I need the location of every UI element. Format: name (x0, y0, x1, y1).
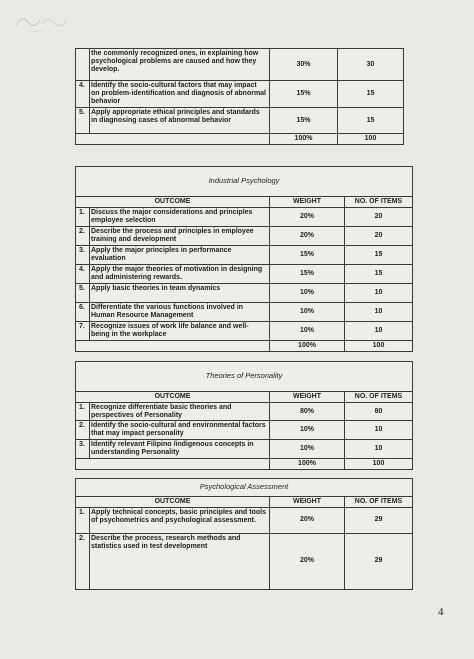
outcome-cell: Apply technical concepts, basic principles and tools of psychometrics and psychological assessment. (90, 507, 270, 533)
outcome-cell: Identify the socio-cultural factors that may impact on problem-identification and diagnosis of abnormal behavior (90, 81, 270, 108)
table-row (76, 283, 413, 302)
items-cell: 10 (345, 283, 413, 302)
weight-cell: 15% (270, 264, 345, 283)
weight-cell: 80% (270, 402, 345, 421)
items-cell: 20 (345, 207, 413, 226)
outcome-cell: Apply the major theories of motivation in designing and administering rewards. (90, 264, 270, 283)
items-cell: 29 (345, 507, 413, 533)
item-number: 1. (76, 207, 90, 226)
table-row (76, 108, 404, 134)
table-row (76, 302, 413, 321)
table-title-row (76, 362, 413, 392)
table-row (76, 421, 413, 440)
items-cell: 10 (345, 421, 413, 440)
weight-cell: 20% (270, 507, 345, 533)
table-row (76, 226, 413, 245)
item-number: 1. (76, 402, 90, 421)
items-header: NO. OF ITEMS (345, 497, 413, 508)
outcome-cell: Apply the major principles in performance evaluation (90, 245, 270, 264)
items-header: NO. OF ITEMS (345, 197, 413, 208)
outcome-cell: Differentiate the various functions involved in Human Resource Management (90, 302, 270, 321)
table-row (76, 245, 413, 264)
item-number: 3. (76, 440, 90, 459)
outcome-cell: Identify the socio-cultural and environmental factors that may impact personality (90, 421, 270, 440)
total-label-cell (76, 134, 270, 145)
table-title-row (76, 479, 413, 497)
item-number: 6. (76, 302, 90, 321)
scan-artifact (14, 8, 69, 34)
table-row (76, 264, 413, 283)
items-cell: 15 (338, 108, 404, 134)
total-label-cell (76, 340, 270, 351)
table-row (76, 440, 413, 459)
weight-cell: 15% (270, 108, 338, 134)
items-cell: 20 (345, 226, 413, 245)
item-number: 4. (76, 81, 90, 108)
item-number: 4. (76, 264, 90, 283)
table-title-row (76, 167, 413, 197)
outcome-cell: Describe the process and principles in employee training and development (90, 226, 270, 245)
items-header: NO. OF ITEMS (345, 392, 413, 403)
items-cell: 30 (338, 49, 404, 81)
outcome-header: OUTCOME (76, 392, 270, 403)
outcome-cell: Apply appropriate ethical principles and standards in diagnosing cases of abnormal behavior (90, 108, 270, 134)
total-weight: 100% (270, 340, 345, 351)
table-row (76, 49, 404, 81)
item-number (76, 49, 90, 81)
weight-cell: 10% (270, 302, 345, 321)
total-weight: 100% (270, 458, 345, 469)
total-items: 100 (338, 134, 404, 145)
total-weight: 100% (270, 134, 338, 145)
theories-of-personality-table (75, 361, 413, 470)
page-number: 4 (438, 606, 444, 618)
table-row (76, 402, 413, 421)
table-row (76, 321, 413, 340)
item-number: 1. (76, 507, 90, 533)
table-row (76, 507, 413, 533)
item-number: 7. (76, 321, 90, 340)
total-row (76, 340, 413, 351)
weight-header: WEIGHT (270, 197, 345, 208)
outcome-cell: Describe the process, research methods and statistics used in test development (90, 533, 270, 589)
item-number: 5. (76, 108, 90, 134)
weight-cell: 20% (270, 226, 345, 245)
weight-cell: 15% (270, 81, 338, 108)
table-title: Industrial Psychology (76, 167, 413, 197)
items-cell: 10 (345, 302, 413, 321)
outcome-cell: Recognize differentiate basic theories and perspectives of Personality (90, 402, 270, 421)
weight-cell: 15% (270, 245, 345, 264)
weight-cell: 20% (270, 207, 345, 226)
table-title: Theories of Personality (76, 362, 413, 392)
total-label-cell (76, 458, 270, 469)
item-number: 5. (76, 283, 90, 302)
total-items: 100 (345, 340, 413, 351)
weight-cell: 20% (270, 533, 345, 589)
items-cell: 10 (345, 440, 413, 459)
outcome-cell: Identify relevant Filipino /indigenous concepts in understanding Personality (90, 440, 270, 459)
weight-header: WEIGHT (270, 497, 345, 508)
weight-cell: 10% (270, 321, 345, 340)
weight-header: WEIGHT (270, 392, 345, 403)
weight-cell: 10% (270, 283, 345, 302)
outcome-cell: Discuss the major considerations and principles employee selection (90, 207, 270, 226)
outcome-header: OUTCOME (76, 197, 270, 208)
abnormal-psychology-table-continued (75, 48, 404, 145)
outcome-cell: Apply basic theories in team dynamics (90, 283, 270, 302)
header-row (76, 197, 413, 208)
item-number: 2. (76, 421, 90, 440)
industrial-psychology-table (75, 166, 413, 352)
weight-cell: 10% (270, 421, 345, 440)
header-row (76, 392, 413, 403)
items-cell: 15 (345, 264, 413, 283)
total-row (76, 134, 404, 145)
header-row (76, 497, 413, 508)
weight-cell: 30% (270, 49, 338, 81)
outcome-cell: Recognize issues of work life balance and well-being in the workplace (90, 321, 270, 340)
psychological-assessment-table (75, 478, 413, 590)
total-items: 100 (345, 458, 413, 469)
table-row (76, 533, 413, 589)
outcome-header: OUTCOME (76, 497, 270, 508)
items-cell: 10 (345, 321, 413, 340)
item-number: 3. (76, 245, 90, 264)
item-number: 2. (76, 226, 90, 245)
outcome-cell: the commonly recognized ones, in explaining how psychological problems are caused and how they develop. (90, 49, 270, 81)
table-row (76, 207, 413, 226)
items-cell: 29 (345, 533, 413, 589)
items-cell: 15 (345, 245, 413, 264)
table-row (76, 81, 404, 108)
items-cell: 15 (338, 81, 404, 108)
item-number: 2. (76, 533, 90, 589)
total-row (76, 458, 413, 469)
table-title: Psychological Assessment (76, 479, 413, 497)
items-cell: 80 (345, 402, 413, 421)
weight-cell: 10% (270, 440, 345, 459)
